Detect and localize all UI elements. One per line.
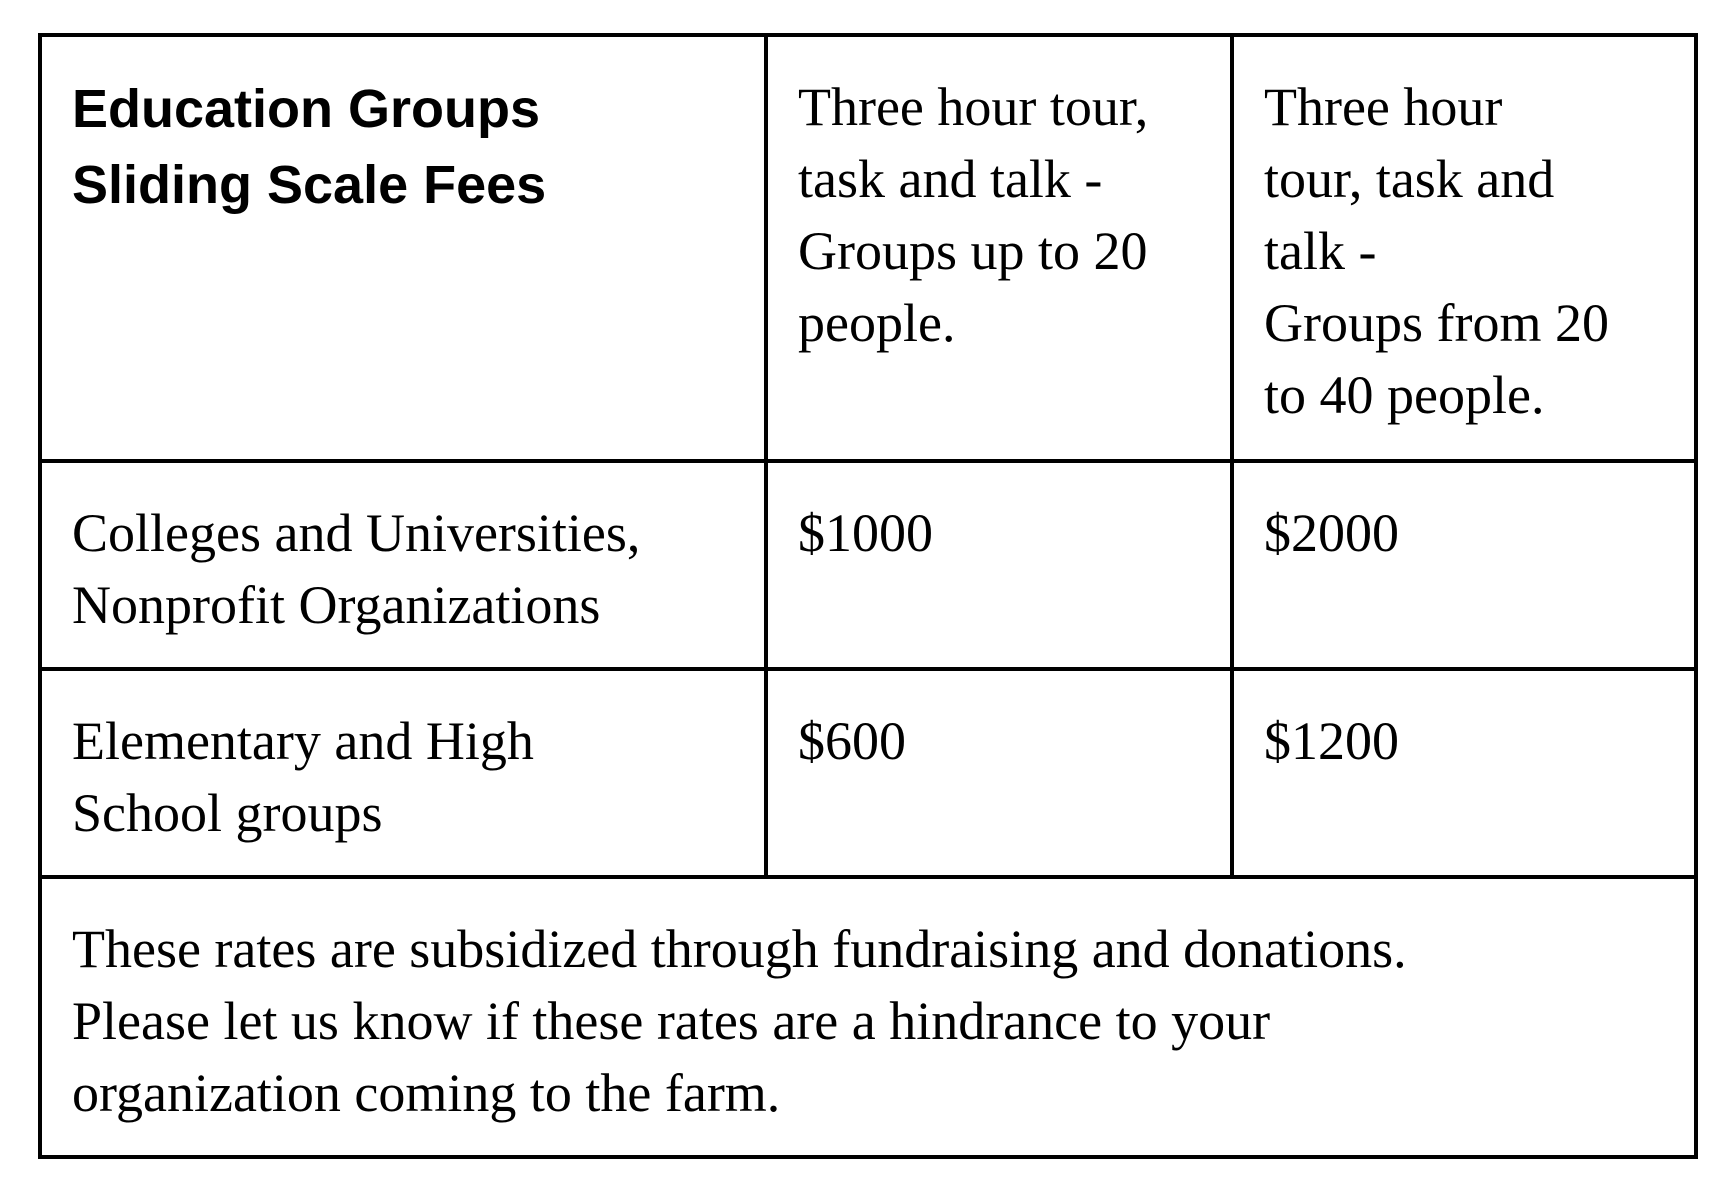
note-row — [40, 877, 1696, 1157]
fee-table — [38, 33, 1698, 1159]
row-label-cell — [40, 461, 766, 669]
header-text-line: Three hour tour, — [798, 77, 1149, 137]
header-text-line: to 40 people. — [1264, 365, 1545, 425]
header-text-line: task and talk - — [798, 149, 1103, 209]
header-text-line: Three hour — [1264, 77, 1503, 137]
row-label-cell — [40, 669, 766, 877]
header-text-line: Groups from 20 — [1264, 293, 1609, 353]
header-row — [40, 35, 1696, 461]
header-large-group-cell — [1232, 35, 1696, 461]
row-label-line: School groups — [72, 783, 383, 843]
fee-small-cell: $1000 — [766, 461, 1232, 669]
table-row — [40, 669, 1696, 877]
header-small-group-cell — [766, 35, 1232, 461]
note-line: organization coming to the farm. — [72, 1063, 781, 1123]
fee-large-cell: $1200 — [1232, 669, 1696, 877]
header-text-line: talk - — [1264, 221, 1377, 281]
row-label-line: Nonprofit Organizations — [72, 575, 601, 635]
fee-large-cell: $2000 — [1232, 461, 1696, 669]
note-line: These rates are subsidized through fundraising and donations. — [72, 919, 1407, 979]
table-row — [40, 461, 1696, 669]
header-title-cell — [40, 35, 766, 461]
title-line: Sliding Scale Fees — [72, 155, 547, 215]
fee-small-cell: $600 — [766, 669, 1232, 877]
header-text-line: Groups up to 20 — [798, 221, 1148, 281]
title-line: Education Groups — [72, 79, 541, 139]
header-text-line: people. — [798, 293, 956, 353]
header-text-line: tour, task and — [1264, 149, 1555, 209]
row-label-line: Elementary and High — [72, 711, 534, 771]
note-line: Please let us know if these rates are a hindrance to your — [72, 991, 1271, 1051]
row-label-line: Colleges and Universities, — [72, 503, 641, 563]
note-cell — [40, 877, 1696, 1157]
table-title — [72, 71, 734, 223]
